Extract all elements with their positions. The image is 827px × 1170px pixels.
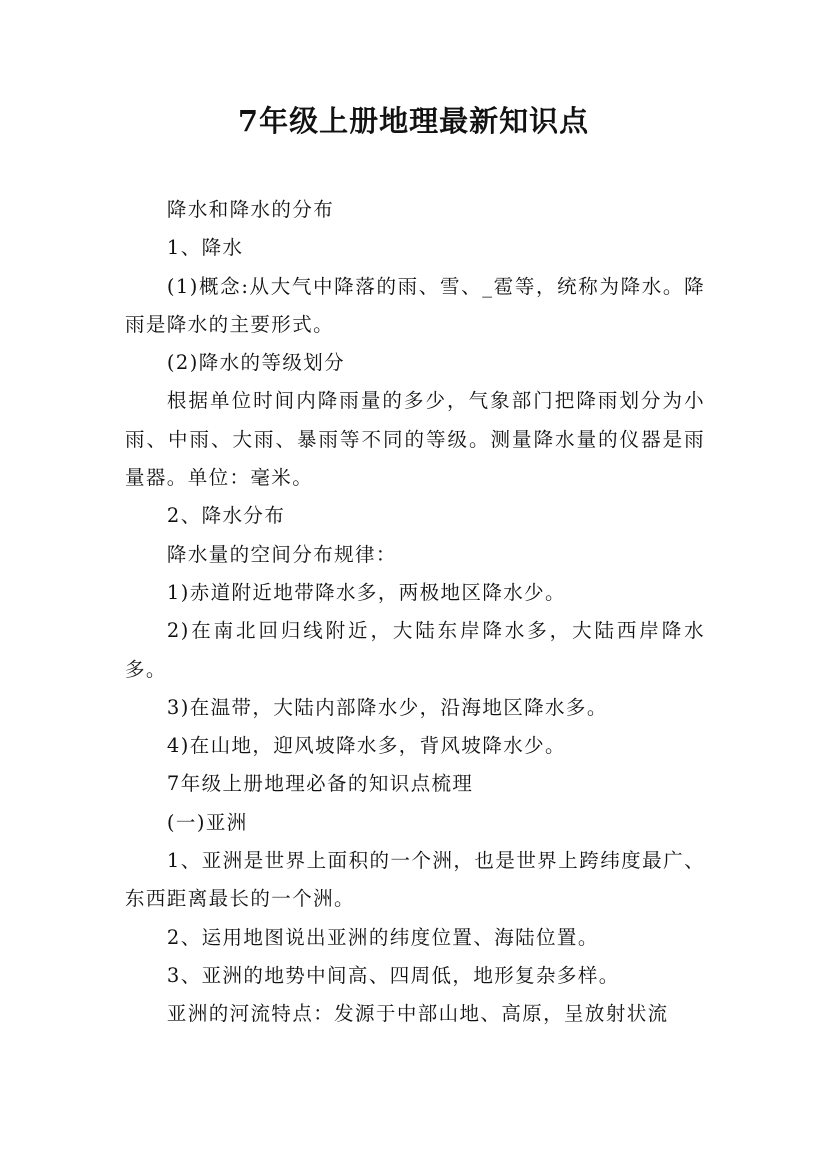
paragraph: 降水量的空间分布规律：: [166, 542, 397, 566]
list-item: 4)在山地，迎风坡降水多，背风坡降水少。: [166, 734, 566, 758]
list-item: 1、亚洲是世界上面积的一个洲，也是世界上跨纬度最广、东西距离最长的一个洲。: [125, 849, 705, 911]
document-title: 7年级上册地理最新知识点: [237, 104, 590, 138]
paragraph-subheading: (一)亚洲: [166, 810, 248, 834]
list-item: 2)在南北回归线附近，大陆东岸降水多，大陆西岸降水多。: [125, 619, 705, 681]
paragraph-section-heading: 降水和降水的分布: [166, 198, 335, 221]
list-item: 2、运用地图说出亚洲的纬度位置、海陆位置。: [166, 925, 599, 949]
paragraph-subheading: (2)降水的等级划分: [166, 351, 346, 375]
paragraph-subheading: 2、降水分布: [166, 504, 286, 528]
document-body: [125, 191, 705, 1034]
list-item: 3、亚洲的地势中间高、四周低，地形复杂多样。: [166, 963, 620, 987]
paragraph: 亚洲的河流特点：发源于中部山地、高原，呈放射状流: [166, 1002, 669, 1026]
paragraph-subheading: 1、降水: [166, 236, 244, 260]
paragraph: 根据单位时间内降雨量的多少，气象部门把降雨划分为小雨、中雨、大雨、暴雨等不同的等级。测量降水量的仪器是雨量器。单位：毫米。: [125, 389, 705, 490]
paragraph-section-heading: 7年级上册地理必备的知识点梳理: [166, 772, 474, 796]
paragraph: (1)概念:从大气中降落的雨、雪、_雹等，统称为降水。降雨是降水的主要形式。: [125, 274, 705, 336]
list-item: 3)在温带，大陆内部降水少，沿海地区降水多。: [166, 695, 608, 719]
list-item: 1)赤道附近地带降水多，两极地区降水少。: [166, 580, 566, 604]
